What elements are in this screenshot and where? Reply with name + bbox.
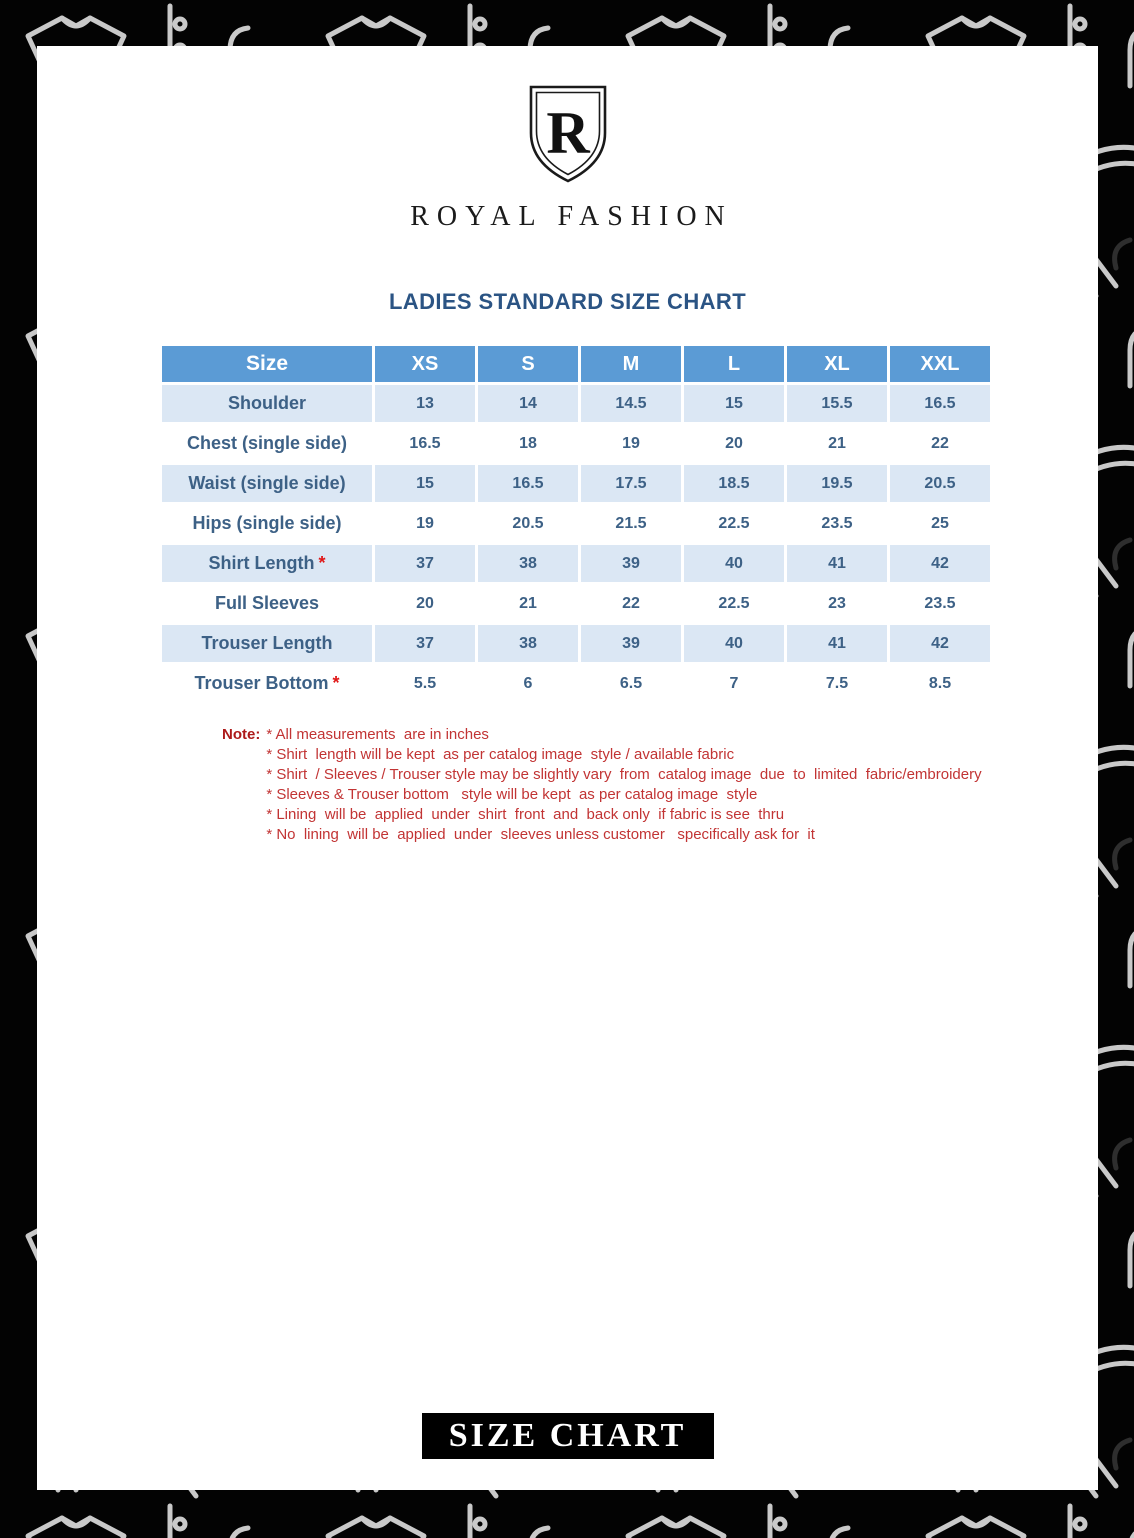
cell-value: 25 — [890, 505, 990, 542]
cell-value: 39 — [581, 625, 681, 662]
cell-value: 21 — [787, 425, 887, 462]
cell-value: 14.5 — [581, 385, 681, 422]
note-item: * No lining will be applied under sleeves unless customer specifically ask for it — [266, 826, 815, 843]
cell-value: 20.5 — [890, 465, 990, 502]
cell-value: 13 — [375, 385, 475, 422]
cell-value: 6 — [478, 665, 578, 702]
table-row-trouser-length — [162, 625, 990, 662]
cell-value: 5.5 — [375, 665, 475, 702]
column-header-m: M — [581, 346, 681, 382]
column-header-xl: XL — [787, 346, 887, 382]
cell-value: 22.5 — [684, 505, 784, 542]
cell-value: 40 — [684, 545, 784, 582]
brand-shield-logo-icon — [526, 84, 610, 184]
row-label: Full Sleeves — [162, 585, 372, 622]
table-row-waist — [162, 465, 990, 502]
cell-value: 19 — [581, 425, 681, 462]
cell-value: 15.5 — [787, 385, 887, 422]
cell-value: 39 — [581, 545, 681, 582]
cell-value: 8.5 — [890, 665, 990, 702]
cell-value: 42 — [890, 545, 990, 582]
row-label — [162, 665, 372, 702]
cell-value: 20.5 — [478, 505, 578, 542]
size-table — [159, 343, 993, 705]
cell-value: 23.5 — [890, 585, 990, 622]
cell-value: 18.5 — [684, 465, 784, 502]
cell-value: 22 — [890, 425, 990, 462]
cell-value: 6.5 — [581, 665, 681, 702]
table-row-full-sleeves — [162, 585, 990, 622]
cell-value: 16.5 — [890, 385, 990, 422]
cell-value: 15 — [375, 465, 475, 502]
row-label: Hips (single side) — [162, 505, 372, 542]
cell-value: 42 — [890, 625, 990, 662]
cell-value: 38 — [478, 625, 578, 662]
column-header-s: S — [478, 346, 578, 382]
row-label: Shoulder — [162, 385, 372, 422]
cell-value: 41 — [787, 625, 887, 662]
cell-value: 23 — [787, 585, 887, 622]
note-item: * Sleeves & Trouser bottom style will be kept as per catalog image style — [266, 786, 758, 803]
cell-value: 19 — [375, 505, 475, 542]
column-header-l: L — [684, 346, 784, 382]
cell-value: 15 — [684, 385, 784, 422]
cell-value: 7.5 — [787, 665, 887, 702]
notes-section — [222, 725, 1098, 845]
row-label: Waist (single side) — [162, 465, 372, 502]
cell-value: 22 — [581, 585, 681, 622]
row-label: Chest (single side) — [162, 425, 372, 462]
cell-value: 7 — [684, 665, 784, 702]
cell-value: 18 — [478, 425, 578, 462]
note-item: * Shirt / Sleeves / Trouser style may be slightly vary from catalog image due to limited fabric/embroidery — [266, 766, 982, 783]
notes-label: Note: — [222, 726, 261, 743]
table-header-row — [162, 346, 990, 382]
cell-value: 20 — [375, 585, 475, 622]
cell-value: 20 — [684, 425, 784, 462]
note-item: * Lining will be applied under shirt front and back only if fabric is see thru — [266, 806, 785, 823]
note-item: * Shirt length will be kept as per catalog image style / available fabric — [266, 746, 735, 763]
cell-value: 21 — [478, 585, 578, 622]
cell-value: 14 — [478, 385, 578, 422]
cell-value: 16.5 — [478, 465, 578, 502]
table-row-shirt-length — [162, 545, 990, 582]
required-asterisk: * — [318, 553, 326, 573]
table-row-hips — [162, 505, 990, 542]
size-chart-banner: SIZE CHART — [422, 1413, 714, 1459]
cell-value: 19.5 — [787, 465, 887, 502]
row-label-text: Trouser Bottom — [194, 673, 329, 693]
table-row-shoulder — [162, 385, 990, 422]
cell-value: 22.5 — [684, 585, 784, 622]
row-label — [162, 545, 372, 582]
column-header-xs: XS — [375, 346, 475, 382]
cell-value: 16.5 — [375, 425, 475, 462]
cell-value: 40 — [684, 625, 784, 662]
required-asterisk: * — [332, 673, 340, 693]
cell-value: 23.5 — [787, 505, 887, 542]
row-label-text: Shirt Length — [208, 553, 315, 573]
cell-value: 37 — [375, 625, 475, 662]
cell-value: 21.5 — [581, 505, 681, 542]
column-header-size: Size — [162, 346, 372, 382]
column-header-xxl: XXL — [890, 346, 990, 382]
logo-area — [37, 46, 1098, 189]
brand-name: ROYAL FASHION — [410, 201, 733, 232]
table-row-trouser-bottom — [162, 665, 990, 702]
table-row-chest — [162, 425, 990, 462]
cell-value: 38 — [478, 545, 578, 582]
page-title: LADIES STANDARD SIZE CHART — [388, 289, 747, 314]
notes-list — [266, 725, 981, 845]
cell-value: 37 — [375, 545, 475, 582]
row-label: Trouser Length — [162, 625, 372, 662]
logo-letter: R — [545, 100, 590, 166]
note-item: * All measurements are in inches — [266, 726, 489, 743]
cell-value: 17.5 — [581, 465, 681, 502]
document-page — [37, 46, 1098, 1490]
cell-value: 41 — [787, 545, 887, 582]
